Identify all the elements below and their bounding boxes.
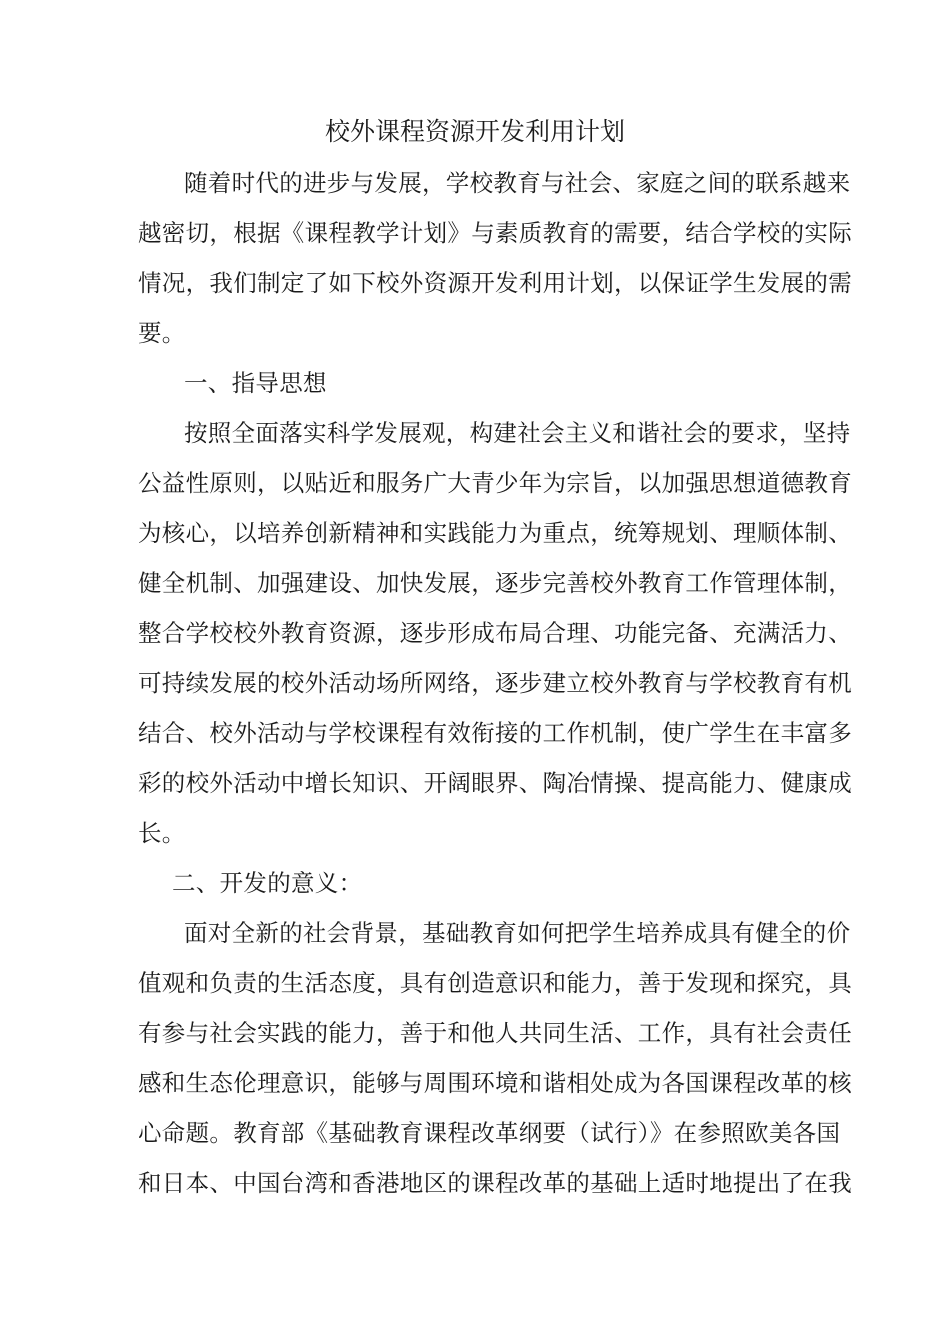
paragraph-line: 随着时代的进步与发展，学校教育与社会、家庭之间的联系越来	[184, 169, 851, 197]
section-heading: 一、指导思想	[184, 369, 327, 397]
paragraph-line: 心命题。教育部《基础教育课程改革纲要（试行）》在参照欧美各国	[138, 1119, 841, 1147]
paragraph-line: 健全机制、加强建设、加快发展，逐步完善校外教育工作管理体制，	[138, 569, 852, 597]
paragraph-line: 按照全面落实科学发展观，构建社会主义和谐社会的要求，坚持	[184, 419, 851, 447]
paragraph-line: 感和生态伦理意识，能够与周围环境和谐相处成为各国课程改革的核	[138, 1069, 852, 1097]
section-heading: 二、开发的意义：	[172, 869, 363, 897]
paragraph-line: 有参与社会实践的能力，善于和他人共同生活、工作，具有社会责任	[138, 1019, 852, 1047]
document-title: 校外课程资源开发利用计划	[324, 117, 625, 146]
paragraph-line: 结合、校外活动与学校课程有效衔接的工作机制，使广学生在丰富多	[138, 719, 852, 747]
document-body	[138, 158, 852, 1208]
paragraph-line: 彩的校外活动中增长知识、开阔眼界、陶冶情操、提高能力、健康成	[138, 769, 852, 797]
paragraph-line: 面对全新的社会背景，基础教育如何把学生培养成具有健全的价	[184, 919, 851, 947]
paragraph-line: 整合学校校外教育资源，逐步形成布局合理、功能完备、充满活力、	[138, 619, 852, 647]
paragraph-line: 长。	[138, 819, 186, 847]
paragraph-line: 要。	[138, 319, 186, 347]
paragraph-line: 越密切，根据《课程教学计划》与素质教育的需要，结合学校的实际	[138, 219, 852, 247]
paragraph-line: 值观和负责的生活态度，具有创造意识和能力，善于发现和探究，具	[138, 969, 852, 997]
paragraph-line: 公益性原则，以贴近和服务广大青少年为宗旨，以加强思想道德教育	[138, 469, 852, 497]
paragraph-line: 可持续发展的校外活动场所网络，逐步建立校外教育与学校教育有机	[138, 669, 852, 697]
paragraph-line: 情况，我们制定了如下校外资源开发利用计划，以保证学生发展的需	[138, 269, 852, 297]
paragraph-line: 为核心，以培养创新精神和实践能力为重点，统筹规划、理顺体制、	[138, 519, 852, 547]
paragraph-line: 和日本、中国台湾和香港地区的课程改革的基础上适时地提出了在我	[138, 1169, 852, 1197]
